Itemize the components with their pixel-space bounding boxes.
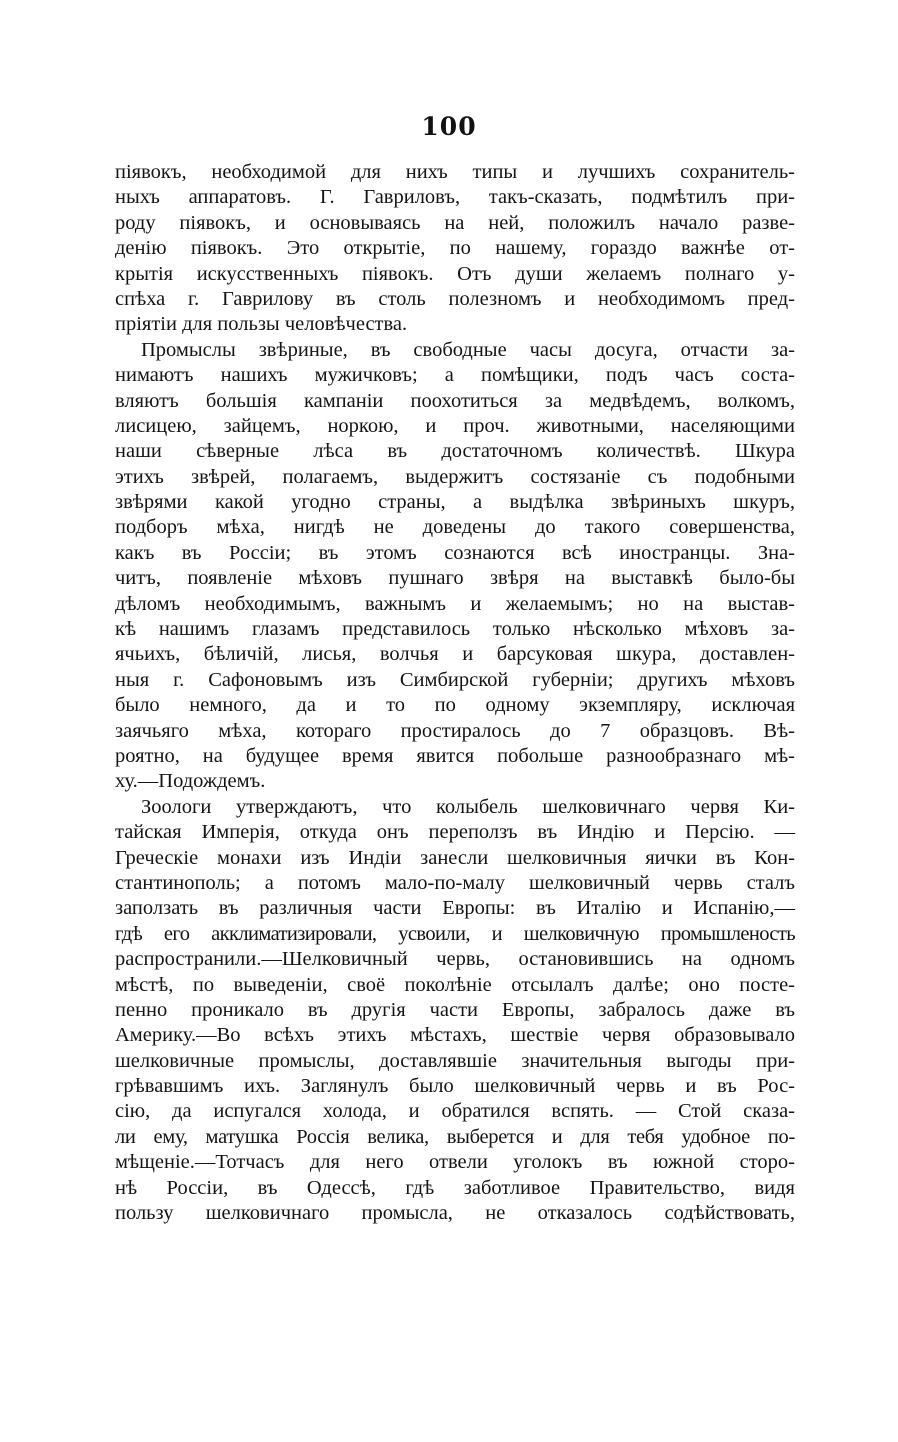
text-line: дѣломъ необходимымъ, важнымъ и желаемымъ; но на выстав- (115, 592, 795, 615)
text-line: мѣстѣ, по выведеніи, своё поколѣніе отсылалъ далѣе; оно посте- (115, 973, 795, 996)
text-line: стантинополь; а потомъ мало-по-малу шелковичный червь сталъ (115, 871, 795, 894)
text-line: пользу шелковичнаго промысла, не отказалось содѣйствовать, (115, 1202, 795, 1225)
text-line: Америку.—Во всѣхъ этихъ мѣстахъ, шествіе червя образовывало (115, 1024, 795, 1047)
page-number: 100 (421, 112, 477, 141)
text-line: этихъ звѣрей, полагаемъ, выдержитъ состязаніе съ подобными (115, 465, 795, 488)
text-line: заячьяго мѣха, котораго простиралось до 7 образцовъ. Вѣ- (115, 719, 795, 742)
text-line: какъ въ Россіи; въ этомъ сознаются всѣ иностранцы. Зна- (115, 541, 795, 564)
text-line: Зоологи утверждаютъ, что колыбель шелковичнаго червя Ки- (141, 795, 795, 818)
text-line: мѣщеніе.—Тотчасъ для него отвели уголокъ въ южной сторо- (115, 1151, 795, 1174)
text-line: сію, да испугался холода, и обратился вспять. — Стой сказа- (115, 1100, 795, 1123)
text-line: денію піявокъ. Это открытіе, по нашему, гораздо важнѣе от- (115, 237, 795, 260)
text-line: ныя г. Сафоновымъ изъ Симбирской губерніи; другихъ мѣховъ (115, 668, 795, 691)
text-line: подборъ мѣха, нигдѣ не доведены до такого совершенства, (115, 516, 795, 539)
text-line: нѣ Россіи, въ Одессѣ, гдѣ заботливое Правительство, видя (115, 1176, 795, 1199)
text-line: Промыслы звѣриные, въ свободные часы досуга, отчасти за- (141, 338, 795, 361)
text-line: гдѣ его акклиматизировали, усвоили, и шелковичную промышленость (115, 922, 795, 945)
text-line: кѣ нашимъ глазамъ представилось только нѣсколько мѣховъ за- (115, 618, 795, 641)
text-line: вляютъ большія кампаніи поохотиться за медвѣдемъ, волкомъ, (115, 389, 795, 412)
text-line: читъ, появленіе мѣховъ пушнаго звѣря на выставкѣ было-бы (115, 567, 795, 590)
text-line: тайская Имперія, откуда онъ переползъ въ Индію и Персію. — (115, 821, 795, 844)
text-line: было немного, да и то по одному экземпляру, исключая (115, 694, 795, 717)
text-line: пріятіи для пользы человѣчества. (115, 313, 408, 336)
text-line: спѣха г. Гаврилову въ столь полезномъ и необходимомъ пред- (115, 287, 795, 310)
body-text (115, 160, 795, 1226)
text-line: ячьихъ, бѣличій, лисья, волчья и барсуковая шкура, доставлен- (115, 643, 795, 666)
paragraph-fur-trade (115, 338, 795, 795)
paragraph-leeches (115, 160, 795, 338)
text-line: Греческіе монахи изъ Индіи занесли шелковичныя яички въ Кон- (115, 846, 795, 869)
text-line: заползать въ различныя части Европы: въ Италію и Испанію,— (115, 897, 795, 920)
text-line: лисицею, зайцемъ, норкою, и проч. животными, населяющими (115, 414, 795, 437)
text-line: роятно, на будущее время явится побольше разнообразнаго мѣ- (115, 744, 795, 767)
text-line: пенно проникало въ другія части Европы, забралось даже въ (115, 998, 795, 1021)
text-line: крытія искусственныхъ піявокъ. Отъ души желаемъ полнаго у- (115, 262, 795, 285)
text-line: піявокъ, необходимой для нихъ типы и лучшихъ сохранитель- (115, 161, 795, 183)
text-line: наши сѣверные лѣса въ достаточномъ количествѣ. Шкура (115, 440, 795, 463)
text-line: шелковичные промыслы, доставлявшіе значительныя выгоды при- (115, 1049, 795, 1072)
text-line: распространили.—Шелковичный червь, остановившись на одномъ (115, 948, 795, 971)
text-line: ли ему, матушка Россія велика, выберется и для тебя удобное по- (115, 1125, 795, 1148)
text-line: грѣвавшимъ ихъ. Заглянулъ было шелковичный червь и въ Рос- (115, 1075, 795, 1098)
text-line: ныхъ аппаратовъ. Г. Гавриловъ, такъ-сказать, подмѣтилъ при- (115, 186, 795, 209)
text-line: нимаютъ нашихъ мужичковъ; а помѣщики, подъ часъ соста- (115, 364, 795, 387)
paragraph-silkworm (115, 795, 795, 1227)
text-line: роду піявокъ, и основываясь на ней, положилъ начало разве- (115, 211, 795, 234)
text-line: ху.—Подождемъ. (115, 770, 266, 793)
text-line: звѣрями какой угодно страны, а выдѣлка звѣриныхъ шкуръ, (115, 491, 795, 514)
